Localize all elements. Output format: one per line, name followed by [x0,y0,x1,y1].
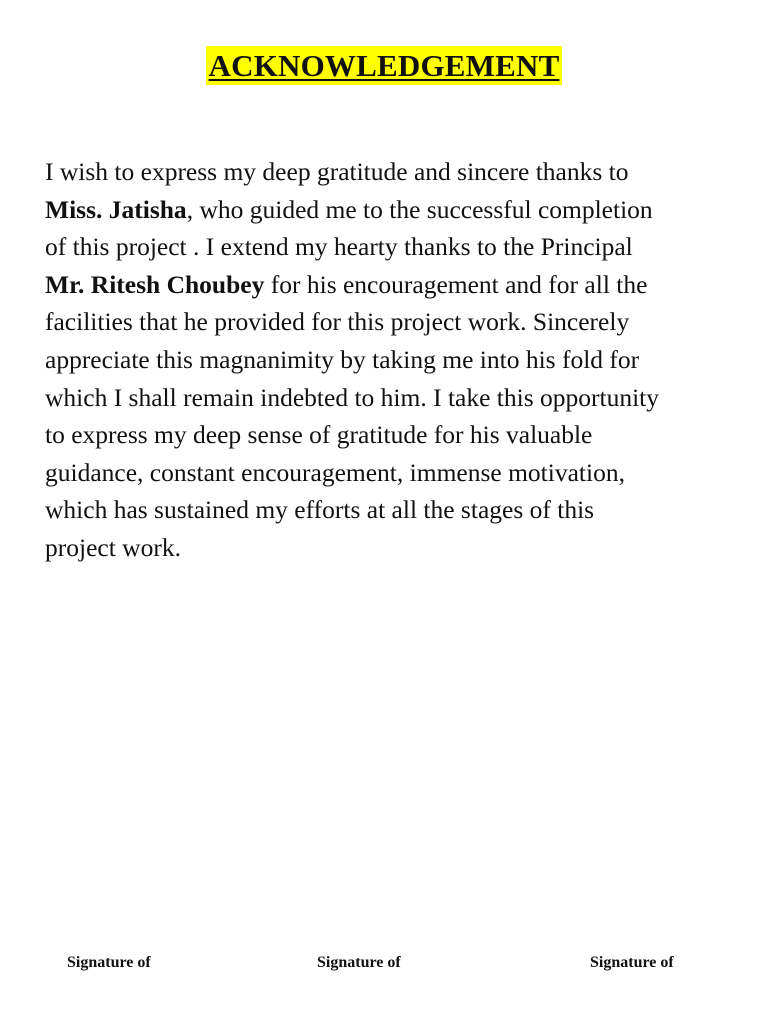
paragraph-line [45,191,745,229]
paragraph-line: project work. [45,532,181,562]
page-title: ACKNOWLEDGEMENT [206,46,563,85]
paragraph-line-text: for his encouragement and for all the [264,269,648,299]
signature-label-1: Signature of [67,954,151,971]
paragraph-line: of this project . I extend my hearty thanks to the Principal [45,232,633,262]
acknowledgement-paragraph [45,153,745,567]
title-container [0,46,768,85]
paragraph-line-text: , who guided me to the successful completion [186,194,653,224]
paragraph-line: which has sustained my efforts at all the stages of this [45,495,595,525]
paragraph-line: which I shall remain indebted to him. I take this opportunity [45,382,660,412]
signature-label-3: Signature of [590,954,674,971]
principal-name: Mr. Ritesh Choubey [45,269,265,299]
paragraph-line: facilities that he provided for this project work. Sincerely [45,307,630,337]
signature-label-2: Signature of [317,954,401,971]
paragraph-line: guidance, constant encouragement, immense motivation, [45,457,625,487]
paragraph-line: appreciate this magnanimity by taking me into his fold for [45,344,640,374]
paragraph-line [45,266,745,304]
guide-name: Miss. Jatisha [45,194,187,224]
paragraph-line: I wish to express my deep gratitude and sincere thanks to [45,157,629,186]
paragraph-line: to express my deep sense of gratitude for his valuable [45,420,593,450]
